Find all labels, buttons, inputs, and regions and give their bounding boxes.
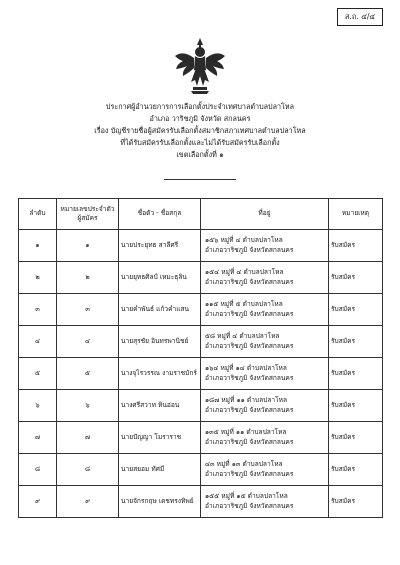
address-line1: ๑๕๔ หมู่ที่ ๔ ตำบลปลาโหล [205,268,284,276]
cell-remark: รับสมัคร [329,262,383,294]
cell-number: ๗ [57,422,119,454]
address-line2: อำเภอวาริชภูมิ จังหวัดสกลนคร [205,277,294,286]
col-number-header [57,199,119,230]
announcement-header [0,101,400,161]
address-line1: ๑๕๕ หมู่ที่ ๑๕ ตำบลปลาโหล [205,492,288,500]
cell-order: ๗ [19,422,57,454]
cell-name: นางศรีสวาท หินอ่อน [119,390,201,422]
cell-remark: รับสมัคร [329,422,383,454]
address-line2: อำเภอวาริชภูมิ จังหวัดสกลนคร [205,405,294,414]
cell-address [201,454,329,486]
cell-number: ๙ [57,486,119,518]
header-district: อำเภอ วาริชภูมิ จังหวัด สกลนคร [149,114,251,123]
cell-address [201,358,329,390]
address-line1: ๑๓๕ หมู่ที่ ๑๑ ตำบลปลาโหล [205,428,287,436]
cell-name: นายปัญญา โมราราช [119,422,201,454]
col-order-header: ลำดับ [19,199,57,230]
cell-number: ๕ [57,358,119,390]
cell-remark: รับสมัคร [329,230,383,262]
address-line2: อำเภอวาริชภูมิ จังหวัดสกลนคร [205,341,294,350]
form-code-box: ส.ถ. ๔/๔ [337,8,383,26]
cell-remark: รับสมัคร [329,390,383,422]
col-remark-header: หมายเหตุ [329,199,383,230]
table-row [19,262,383,294]
address-line2: อำเภอวาริชภูมิ จังหวัดสกลนคร [205,469,294,478]
cell-order: ๙ [19,486,57,518]
cell-number: ๘ [57,454,119,486]
cell-name: นางจุไรวรรณ งามราชบักร์ [119,358,201,390]
table-row [19,326,383,358]
cell-name: นายสุรชัย อินทรพานิชย์ [119,326,201,358]
cell-remark: รับสมัคร [329,486,383,518]
address-line1: ๑๕๖ หมู่ที่ ๔ ตำบลปลาโหล [205,236,283,244]
col-name-header: ชื่อตัว - ชื่อสกุล [119,199,201,230]
address-line1: ๑๘๗ หมู่ที่ ๑๑ ตำบลปลาโหล [205,396,287,404]
cell-name: นายจักรกฤษ เดชทรงทิพย์ [119,486,201,518]
col-number-header-line1: หมายเลขประจำตัว [60,204,115,213]
table-row [19,294,383,326]
cell-order: ๘ [19,454,57,486]
cell-number: ๑ [57,230,119,262]
cell-order: ๓ [19,294,57,326]
cell-address [201,230,329,262]
candidate-table [18,198,383,518]
cell-order: ๖ [19,390,57,422]
col-address-header: ที่อยู่ [201,199,329,230]
cell-number: ๓ [57,294,119,326]
address-line1: ๕๘ หมู่ที่ ๔ ตำบลปลาโหล [205,332,280,340]
table-row [19,422,383,454]
table-header-row [19,199,383,230]
col-number-header-line2: ผู้สมัคร [77,214,98,222]
cell-remark: รับสมัคร [329,358,383,390]
cell-remark: รับสมัคร [329,294,383,326]
cell-address [201,262,329,294]
table-row [19,358,383,390]
cell-address [201,422,329,454]
table-row [19,486,383,518]
address-line1: ๔๓ หมู่ที่ ๑๓ ตำบลปลาโหล [205,460,283,468]
address-line1: ๑๖๔ หมู่ที่ ๑๔ ตำบลปลาโหล [205,364,287,372]
table-row [19,390,383,422]
address-line2: อำเภอวาริชภูมิ จังหวัดสกลนคร [205,309,294,318]
cell-name: นายยุทธศิลป์ เหมะธุลิน [119,262,201,294]
address-line1: ๑๑๕ หมู่ที่ ๕ ตำบลปลาโหล [205,300,283,308]
cell-order: ๔ [19,326,57,358]
address-line2: อำเภอวาริชภูมิ จังหวัดสกลนคร [205,245,294,254]
cell-address [201,294,329,326]
cell-number: ๖ [57,390,119,422]
cell-name: นายคำพันธ์ แก้วคำแสน [119,294,201,326]
garuda-emblem-icon [173,36,227,96]
cell-number: ๒ [57,262,119,294]
cell-remark: รับสมัคร [329,326,383,358]
cell-name: นายประยุทธ สาลีศรี [119,230,201,262]
cell-order: ๕ [19,358,57,390]
header-subject: เรื่อง บัญชีรายชื่อผู้สมัครรับเลือกตั้งสมาชิกสภาเทศบาลตำบลปลาโหล [94,126,306,135]
cell-order: ๑ [19,230,57,262]
header-divider [164,179,236,180]
header-title: ประกาศผู้อำนวยการการเลือกตั้งประจำเทศบาลตำบลปลาโหล [105,102,295,111]
table-row [19,230,383,262]
header-constituency: เขตเลือกตั้งที่ ๑ [176,150,224,159]
cell-address [201,326,329,358]
address-line2: อำเภอวาริชภูมิ จังหวัดสกลนคร [205,373,294,382]
cell-order: ๒ [19,262,57,294]
table-row [19,454,383,486]
cell-remark: รับสมัคร [329,454,383,486]
cell-address [201,390,329,422]
address-line2: อำเภอวาริชภูมิ จังหวัดสกลนคร [205,437,294,446]
cell-number: ๔ [57,326,119,358]
cell-address [201,486,329,518]
header-subject-cont: ที่ได้รับสมัครรับเลือกตั้งและไม่ได้รับสมัครรับเลือกตั้ง [120,138,280,147]
cell-name: นายสยอม ทัศมี [119,454,201,486]
address-line2: อำเภอวาริชภูมิ จังหวัดสกลนคร [205,501,294,510]
